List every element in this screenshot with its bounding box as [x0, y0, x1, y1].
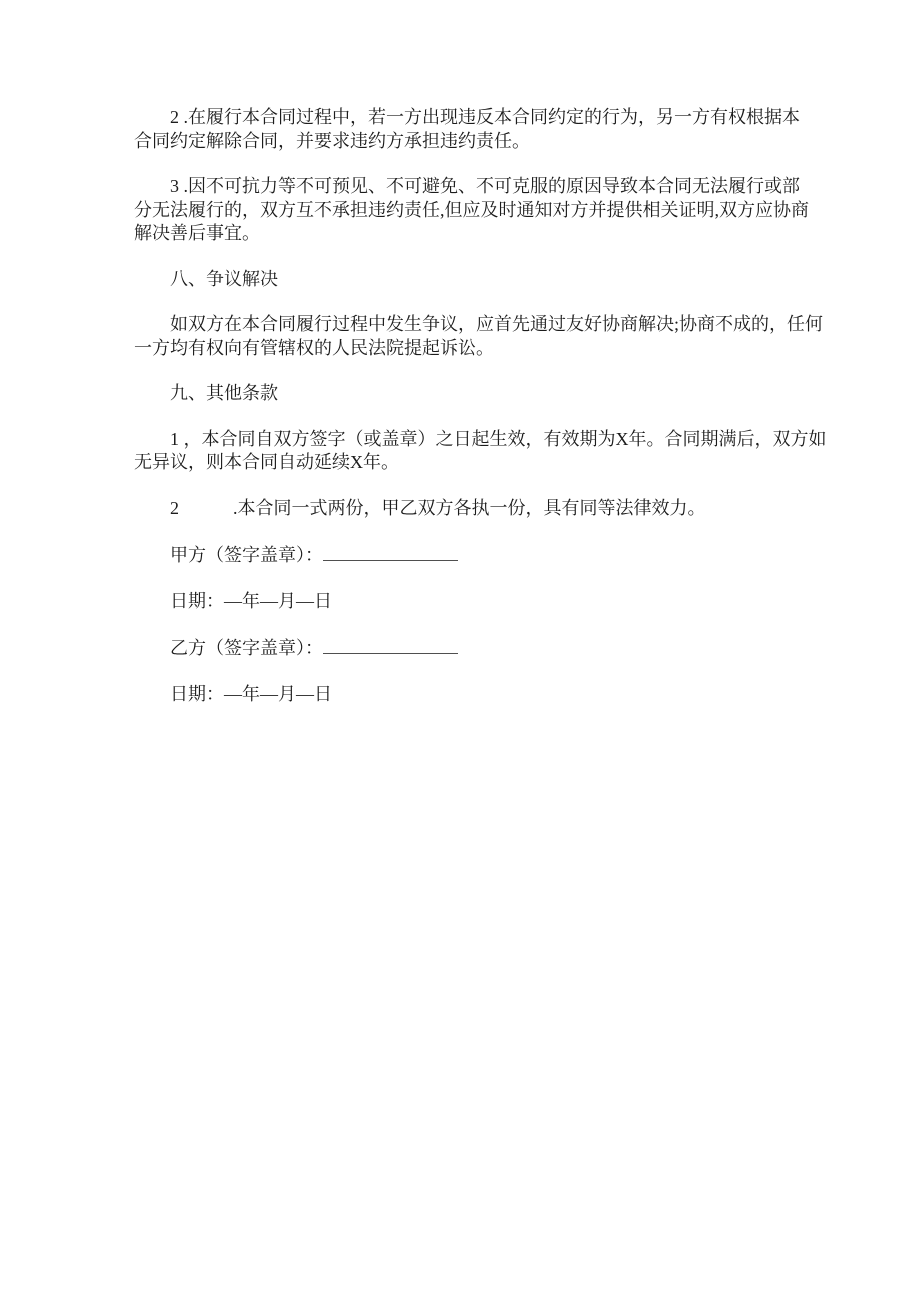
party-a-signature-label: 甲方（签字盖章）： — [170, 545, 323, 565]
clause-3-paragraph — [134, 175, 824, 246]
section-9-heading-text: 九、其他条款 — [170, 383, 278, 403]
party-a-date-row — [134, 590, 824, 614]
clause-3-line-2: 分无法履行的，双方互不承担违约责任,但应及时通知对方并提供相关证明,双方应协商 — [134, 199, 809, 220]
clause-3-line-3: 解决善后事宜。 — [134, 223, 260, 243]
party-b-date-row — [134, 683, 824, 707]
contract-body — [134, 106, 827, 728]
dispute-line-2: 一方均有权向有管辖权的人民法院提起诉讼。 — [134, 337, 494, 358]
party-b-signature-row — [134, 635, 824, 661]
party-a-signature-row — [134, 542, 824, 568]
section-9-heading — [134, 382, 824, 406]
dispute-resolution-paragraph — [134, 313, 824, 360]
other-clause-1-line-2: 无异议，则本合同自动延续X年。 — [134, 452, 399, 472]
party-a-signature-blank — [323, 542, 458, 561]
party-a-date-text: 日期：—年—月—日 — [170, 590, 332, 611]
section-8-heading-text: 八、争议解决 — [170, 268, 278, 289]
other-clause-1-paragraph — [134, 428, 827, 475]
other-clause-1-line-1: 1 ，本合同自双方签字（或盖章）之日起生效，有效期为X年。合同期满后，双方如 — [170, 428, 827, 449]
dispute-line-1: 如双方在本合同履行过程中发生争议，应首先通过友好协商解决;协商不成的，任何 — [170, 314, 823, 334]
section-8-heading — [134, 268, 824, 292]
party-b-signature-label: 乙方（签字盖章）： — [170, 638, 323, 658]
clause-2-line-2: 合同约定解除合同，并要求违约方承担违约责任。 — [134, 130, 530, 151]
clause-3-line-1: 3 .因不可抗力等不可预见、不可避免、不可克服的原因导致本合同无法履行或部 — [170, 176, 800, 196]
party-b-signature-blank — [323, 635, 458, 654]
party-b-date-text: 日期：—年—月—日 — [170, 683, 332, 704]
clause-2-paragraph — [134, 106, 824, 153]
clause-2-line-1: 2 .在履行本合同过程中，若一方出现违反本合同约定的行为，另一方有权根据本 — [170, 107, 800, 127]
other-clause-2-paragraph — [134, 497, 824, 521]
other-clause-2-line-1: 2 .本合同一式两份，甲乙双方各执一份，具有同等法律效力。 — [170, 497, 706, 518]
